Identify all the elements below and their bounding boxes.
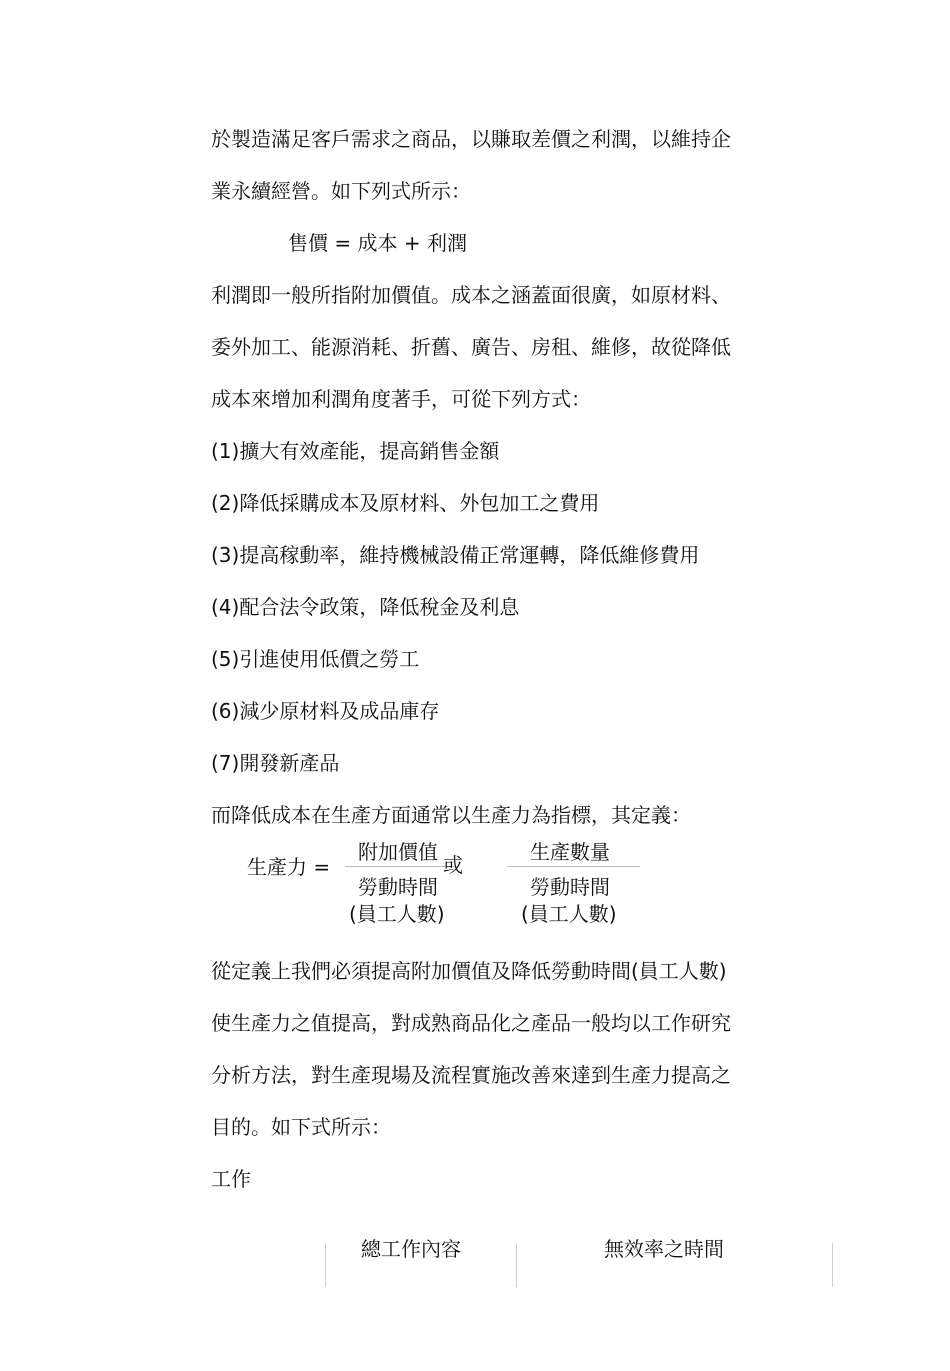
list-item: (5)引進使用低價之勞工 bbox=[211, 647, 420, 671]
body-text-line: 委外加工、能源消耗、折舊、廣告、房租、維修，故從降低 bbox=[211, 335, 731, 359]
list-item: (3)提高稼動率，維持機械設備正常運轉，降低維修費用 bbox=[211, 543, 700, 567]
body-text-line: 目的。如下式所示： bbox=[211, 1115, 391, 1139]
fraction-1-bar bbox=[345, 866, 455, 867]
list-item: (6)減少原材料及成品庫存 bbox=[211, 699, 440, 723]
table-header-cell: 無效率之時間 bbox=[604, 1237, 724, 1261]
fraction-2-denominator-note: (員工人數) bbox=[521, 902, 617, 926]
fraction-2-numerator: 生產數量 bbox=[530, 840, 610, 864]
list-item: (1)擴大有效產能，提高銷售金額 bbox=[211, 439, 500, 463]
fraction-1-numerator: 附加價值 bbox=[358, 840, 438, 864]
list-item: (7)開發新產品 bbox=[211, 751, 340, 775]
fraction-2-bar bbox=[507, 866, 640, 867]
body-text-line: 於製造滿足客戶需求之商品，以賺取差價之利潤，以維持企 bbox=[211, 127, 731, 151]
list-item: (4)配合法令政策，降低稅金及利息 bbox=[211, 595, 520, 619]
fraction-1-denominator-note: (員工人數) bbox=[349, 902, 445, 926]
formula-lhs: 生產力 = bbox=[247, 855, 331, 879]
table-divider bbox=[832, 1243, 833, 1287]
table-header-cell: 總工作內容 bbox=[361, 1237, 461, 1261]
table-divider bbox=[325, 1243, 326, 1287]
body-text-line: 成本來增加利潤角度著手，可從下列方式： bbox=[211, 387, 591, 411]
body-text-line: 業永續經營。如下列式所示： bbox=[211, 179, 471, 203]
price-formula: 售價 = 成本 + 利潤 bbox=[288, 231, 467, 255]
work-label: 工作 bbox=[211, 1167, 251, 1191]
body-text-line: 分析方法，對生產現場及流程實施改善來達到生產力提高之 bbox=[211, 1063, 731, 1087]
body-text-line: 利潤即一般所指附加價值。成本之涵蓋面很廣，如原材料、 bbox=[211, 283, 731, 307]
fraction-1-denominator: 勞動時間 bbox=[358, 875, 438, 899]
fraction-2-denominator: 勞動時間 bbox=[530, 875, 610, 899]
or-label: 或 bbox=[443, 853, 463, 877]
table-divider bbox=[516, 1243, 517, 1287]
list-item: (2)降低採購成本及原材料、外包加工之費用 bbox=[211, 491, 600, 515]
body-text-line: 使生產力之值提高，對成熟商品化之產品一般均以工作研究 bbox=[211, 1011, 731, 1035]
body-text-line: 而降低成本在生產方面通常以生產力為指標，其定義： bbox=[211, 803, 691, 827]
body-text-line: 從定義上我們必須提高附加價值及降低勞動時間(員工人數) bbox=[211, 959, 727, 983]
